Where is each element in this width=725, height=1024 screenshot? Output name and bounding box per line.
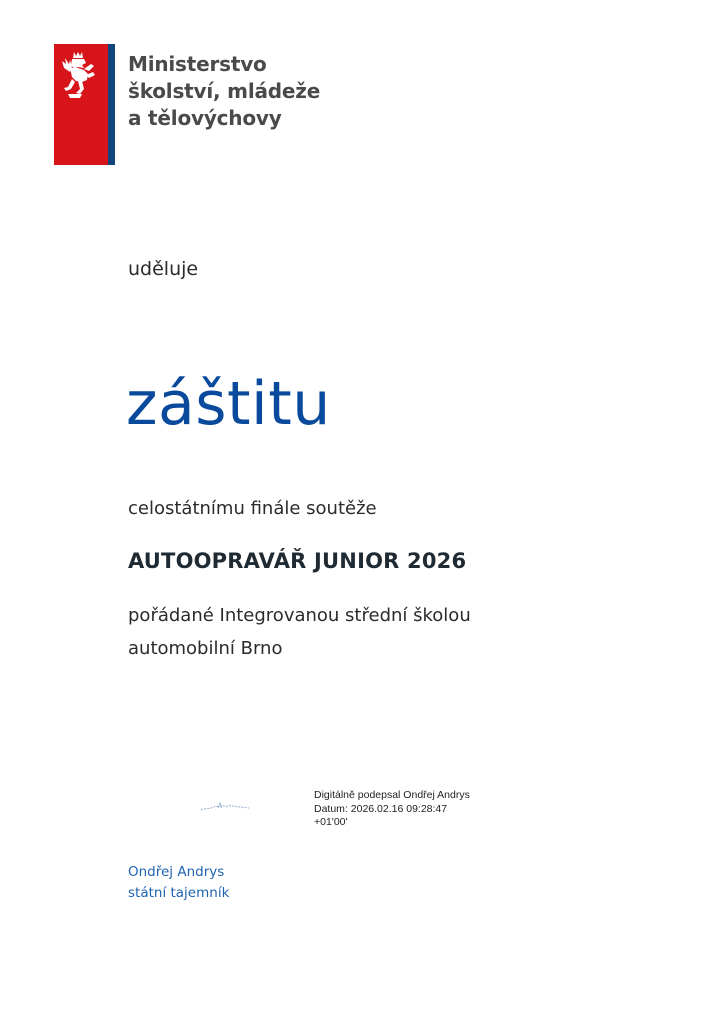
ministry-name-line-2: školství, mládeže — [128, 79, 321, 103]
signer-name: Ondřej Andrys — [128, 864, 225, 880]
intro-text: celostátnímu finále soutěže — [128, 498, 377, 519]
signature-signed-by: Digitálně podepsal Ondřej Andrys — [314, 789, 470, 801]
ministry-name-line-3: a tělovýchovy — [128, 106, 282, 130]
patronage-heading: záštitu — [126, 369, 331, 439]
organizer-line-2: automobilní Brno — [128, 638, 283, 659]
ministry-logo — [54, 44, 115, 165]
handwritten-signature — [200, 799, 250, 815]
digital-signature-block — [314, 789, 470, 830]
organizer-text — [128, 599, 471, 665]
signature-timezone: +01'00' — [314, 816, 348, 828]
ministry-name — [128, 51, 320, 132]
competition-title: AUTOOPRAVÁŘ JUNIOR 2026 — [128, 549, 467, 573]
signature-date: Datum: 2026.02.16 09:28:47 — [314, 802, 448, 815]
ministry-name-line-1: Ministerstvo — [128, 52, 267, 76]
czech-lion-emblem-icon — [60, 50, 102, 102]
logo-red-field — [54, 44, 108, 165]
signer-block — [128, 862, 229, 904]
organizer-line-1: pořádané Integrovanou střední školou — [128, 605, 471, 626]
logo-blue-stripe — [108, 44, 115, 165]
signer-title: státní tajemník — [128, 885, 230, 901]
grants-text: uděluje — [128, 258, 199, 280]
